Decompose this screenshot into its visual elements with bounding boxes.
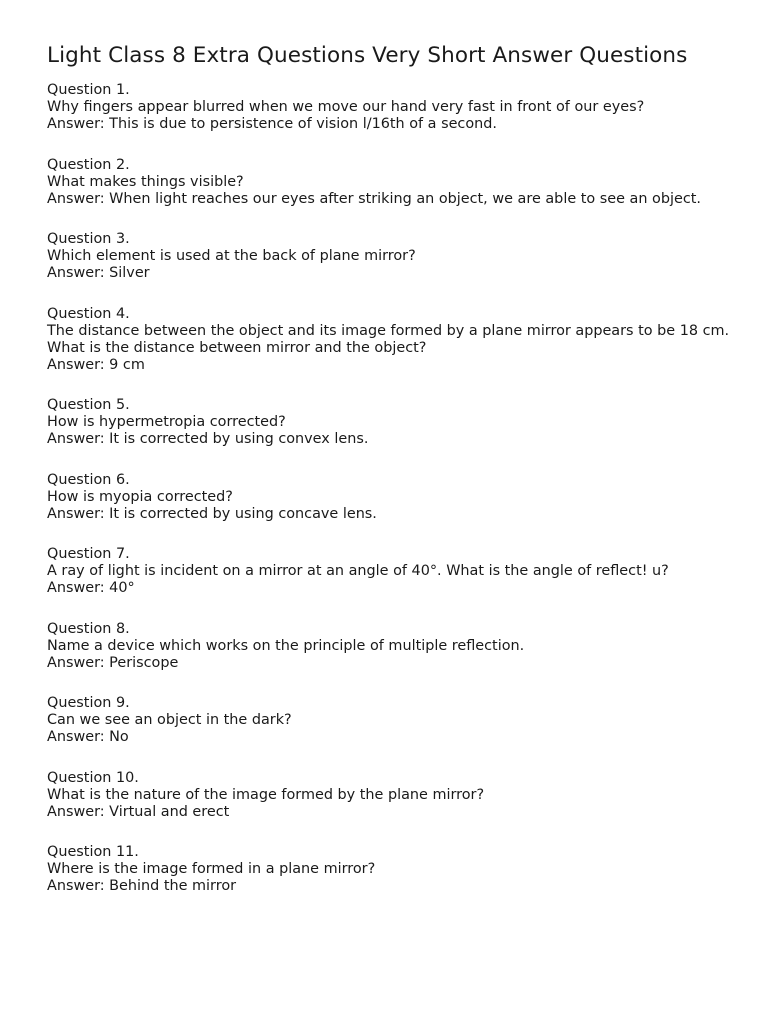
qa-item-10 [47,770,737,821]
question-text: A ray of light is incident on a mirror at an angle of 40°. What is the angle of reflect! u? [47,563,669,579]
question-text: What is the nature of the image formed by the plane mirror? [47,786,485,803]
qa-item-3 [47,231,737,282]
question-text: How is myopia corrected? [47,488,233,505]
answer-text: Answer: 9 cm [47,356,145,373]
answer-text: Answer: Silver [47,265,150,281]
question-label: Question 6. [47,471,130,488]
answer-text: Answer: Virtual and erect [47,803,230,820]
answer-text: Answer: When light reaches our eyes after striking an object, we are able to see an object. [47,190,701,207]
question-label: Question 10. [47,769,139,786]
qa-item-1 [47,82,737,133]
question-label: Question 9. [47,695,130,711]
answer-text: Answer: Behind the mirror [47,878,237,894]
question-label: Question 3. [47,231,130,247]
qa-item-4 [47,306,737,374]
answer-text: Answer: It is corrected by using convex lens. [47,431,369,447]
qa-item-2 [47,157,737,208]
answer-text: Answer: This is due to persistence of vision l/16th of a second. [47,116,497,132]
question-label: Question 8. [47,620,130,637]
qa-item-5 [47,397,737,448]
answer-text: Answer: No [47,729,129,745]
document-page [47,42,737,895]
question-label: Question 11. [47,844,139,860]
qa-item-11 [47,844,737,895]
question-label: Question 1. [47,82,130,98]
question-text: Why fingers appear blurred when we move our hand very fast in front of our eyes? [47,99,645,115]
qa-item-7 [47,546,737,597]
question-text: Can we see an object in the dark? [47,712,292,728]
question-label: Question 5. [47,397,130,413]
qa-item-9 [47,695,737,746]
question-text: Name a device which works on the principle of multiple reflection. [47,637,525,654]
answer-text: Answer: 40° [47,580,135,596]
question-label: Question 4. [47,305,130,322]
answer-text: Answer: It is corrected by using concave lens. [47,505,377,522]
question-text: Which element is used at the back of plane mirror? [47,248,416,264]
question-text: What makes things visible? [47,173,244,190]
question-label: Question 7. [47,546,130,562]
question-label: Question 2. [47,156,130,173]
question-text: How is hypermetropia corrected? [47,414,286,430]
question-text: Where is the image formed in a plane mirror? [47,861,376,877]
qa-item-6 [47,472,737,523]
question-text: The distance between the object and its image formed by a plane mirror appears to be 18 cm. What is the distance between mirror and the object? [47,322,730,356]
qa-item-8 [47,621,737,672]
answer-text: Answer: Periscope [47,654,179,671]
document-title: Light Class 8 Extra Questions Very Short Answer Questions [47,43,688,68]
